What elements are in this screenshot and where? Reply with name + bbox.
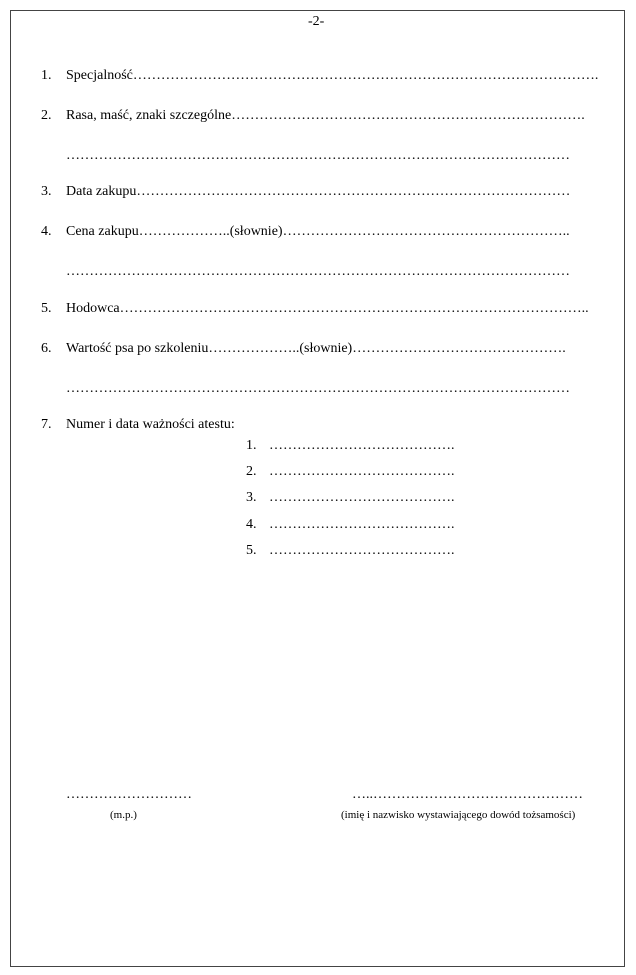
item-7-text: Numer i data ważności atestu: bbox=[66, 417, 235, 432]
item-1-number: 1. bbox=[41, 68, 52, 83]
atest-4-number: 4. bbox=[246, 517, 257, 532]
atest-1-number: 1. bbox=[246, 438, 257, 453]
item-6-number: 6. bbox=[41, 341, 52, 356]
signature-label: (imię i nazwisko wystawiającego dowód tożsamości) bbox=[341, 809, 576, 821]
atest-4-dots: …………………………………. bbox=[269, 517, 455, 532]
atest-5-dots: …………………………………. bbox=[269, 543, 455, 558]
item-5-text: Hodowca……………………………………………………………………………………….. bbox=[66, 301, 589, 316]
item-3-number: 3. bbox=[41, 184, 52, 199]
stamp-line: ……………………… bbox=[66, 787, 192, 802]
item-4-number: 4. bbox=[41, 224, 52, 239]
item-2-text: Rasa, maść, znaki szczególne…………………………………………………………………. bbox=[66, 108, 585, 123]
atest-2-dots: …………………………………. bbox=[269, 464, 455, 479]
item-1-text: Specjalność………………………………………………………………………………………. bbox=[66, 68, 599, 83]
atest-3-number: 3. bbox=[246, 490, 257, 505]
page-number: -2- bbox=[308, 14, 325, 29]
stamp-label: (m.p.) bbox=[110, 809, 137, 821]
atest-1-dots: …………………………………. bbox=[269, 438, 455, 453]
item-4-text: Cena zakupu………………..(słownie)…………………………………………………….. bbox=[66, 224, 570, 239]
atest-3-dots: …………………………………. bbox=[269, 490, 455, 505]
item-6-text: Wartość psa po szkoleniu………………..(słownie)………………………………………. bbox=[66, 341, 566, 356]
item-6-continuation: ……………………………………………………………………………………………… bbox=[66, 381, 570, 396]
item-2-continuation: ……………………………………………………………………………………………… bbox=[66, 148, 570, 163]
atest-5-number: 5. bbox=[246, 543, 257, 558]
item-7-number: 7. bbox=[41, 417, 52, 432]
item-2-number: 2. bbox=[41, 108, 52, 123]
item-5-number: 5. bbox=[41, 301, 52, 316]
signature-line: …..……………………………………… bbox=[352, 787, 583, 802]
item-3-text: Data zakupu………………………………………………………………………………… bbox=[66, 184, 571, 199]
atest-2-number: 2. bbox=[246, 464, 257, 479]
item-4-continuation: ……………………………………………………………………………………………… bbox=[66, 264, 570, 279]
